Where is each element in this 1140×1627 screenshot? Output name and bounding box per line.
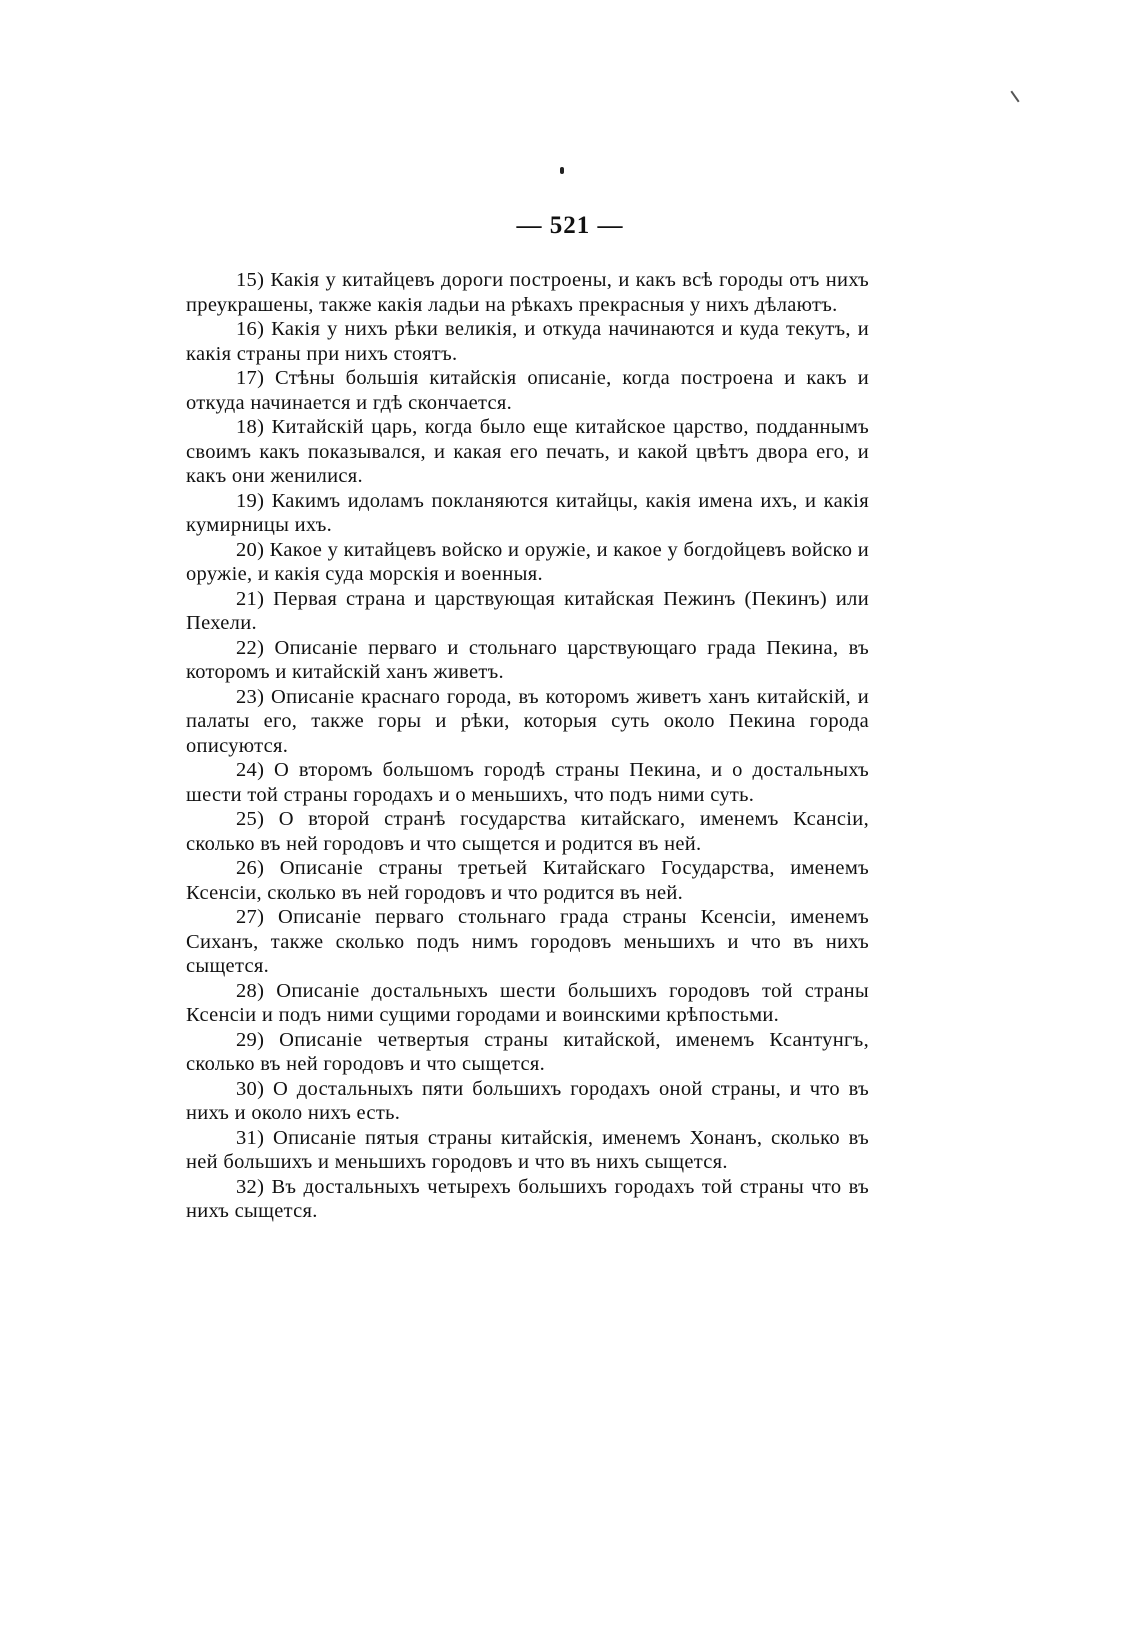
list-item: 32) Въ достальныхъ четырехъ большихъ городахъ той страны что въ нихъ сыщется. bbox=[186, 1175, 869, 1222]
list-item: 31) Описаніе пятыя страны китайскія, именемъ Хонанъ, сколько въ ней большихъ и меньшихъ городовъ и что въ нихъ сыщется. bbox=[186, 1126, 869, 1173]
list-item: 19) Какимъ идоламъ покланяются китайцы, какія имена ихъ, и какія кумирницы ихъ. bbox=[186, 489, 869, 536]
list-item: 21) Первая страна и царствующая китайская Пежинъ (Пекинъ) или Пехели. bbox=[186, 587, 869, 634]
scan-mark bbox=[1010, 91, 1019, 103]
list-item: 23) Описаніе краснаго города, въ которомъ живетъ ханъ китайскій, и палаты его, также горы и рѣки, которыя суть около Пекина города описуются. bbox=[186, 685, 869, 757]
list-item: 29) Описаніе четвертыя страны китайской, именемъ Ксантунгъ, сколько въ ней городовъ и что сыщется. bbox=[186, 1028, 869, 1075]
ink-speck bbox=[560, 167, 564, 174]
list-item: 24) О второмъ большомъ городѣ страны Пекина, и о достальныхъ шести той страны городахъ и о меньшихъ, что подъ ними суть. bbox=[186, 759, 869, 806]
list-item: 15) Какія у китайцевъ дороги построены, и какъ всѣ городы отъ нихъ преукрашены, также какія ладьи на рѣкахъ прекрасныя у нихъ дѣлаютъ. bbox=[186, 269, 869, 316]
list-item: 22) Описаніе перваго и стольнаго царствующаго града Пекина, въ которомъ и китайскій ханъ живетъ. bbox=[186, 636, 869, 683]
list-item: 20) Какое у китайцевъ войско и оружіе, и какое у богдойцевъ войско и оружіе, и какія суда морскія и военныя. bbox=[186, 538, 869, 585]
list-item: 27) Описаніе перваго стольнаго града страны Ксенсіи, именемъ Сиханъ, также сколько подъ нимъ городовъ меньшихъ и что въ нихъ сыщется. bbox=[186, 906, 869, 977]
list-item: 28) Описаніе достальныхъ шести большихъ городовъ той страны Ксенсіи и подъ ними сущими городами и воинскими крѣпостьми. bbox=[186, 979, 869, 1026]
list-item: 18) Китайскій царь, когда было еще китайское царство, подданнымъ своимъ какъ показывался, и какая его печать, и какой цвѣтъ двора его, и какъ они женилися. bbox=[186, 416, 869, 487]
list-item: 17) Стѣны большія китайскія описаніе, когда построена и какъ и откуда начинается и гдѣ скончается. bbox=[186, 367, 869, 414]
list-item: 16) Какія у нихъ рѣки великія, и откуда начинаются и куда текутъ, и какія страны при нихъ стоятъ. bbox=[186, 318, 869, 365]
list-item: 26) Описаніе страны третьей Китайскаго Государства, именемъ Ксенсіи, сколько въ ней городовъ и что родится въ ней. bbox=[186, 857, 869, 904]
page-number: — 521 — bbox=[516, 212, 624, 239]
list-item: 30) О достальныхъ пяти большихъ городахъ оной страны, и что въ нихъ и около нихъ есть. bbox=[186, 1077, 869, 1124]
list-item: 25) О второй странѣ государства китайскаго, именемъ Ксансіи, сколько въ ней городовъ и что сыщется и родится въ ней. bbox=[186, 808, 869, 855]
table-of-contents bbox=[186, 268, 869, 1224]
